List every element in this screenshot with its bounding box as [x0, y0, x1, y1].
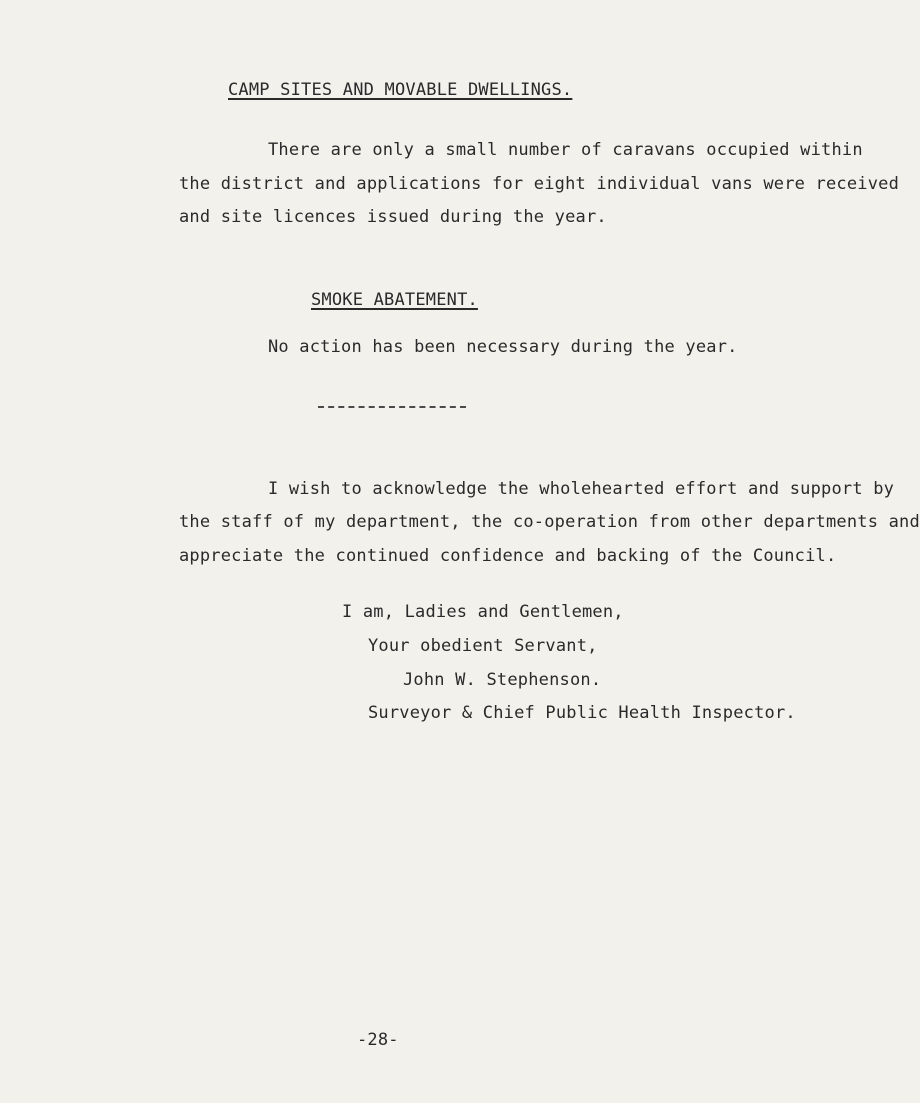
camp-sites-line-3: and site licences issued during the year. — [179, 207, 607, 227]
signoff-valediction: Your obedient Servant, — [368, 636, 598, 656]
signoff-salutation: I am, Ladies and Gentlemen, — [342, 602, 624, 622]
closing-line-1: I wish to acknowledge the wholehearted effort and support by — [268, 479, 895, 499]
smoke-abatement-heading: SMOKE ABATEMENT. — [311, 290, 478, 310]
smoke-abatement-line-1: No action has been necessary during the year. — [268, 337, 738, 357]
section-divider — [318, 406, 466, 408]
camp-sites-line-2: the district and applications for eight individual vans were received — [179, 174, 900, 194]
closing-line-3: appreciate the continued confidence and backing of the Council. — [179, 546, 837, 566]
closing-line-2: the staff of my department, the co-operation from other departments and — [179, 512, 920, 532]
signoff-title: Surveyor & Chief Public Health Inspector. — [368, 703, 796, 723]
camp-sites-line-1: There are only a small number of caravans occupied within — [268, 140, 863, 160]
page-number: -28- — [357, 1030, 399, 1050]
camp-sites-heading: CAMP SITES AND MOVABLE DWELLINGS. — [228, 80, 573, 100]
signoff-name: John W. Stephenson. — [403, 670, 602, 690]
